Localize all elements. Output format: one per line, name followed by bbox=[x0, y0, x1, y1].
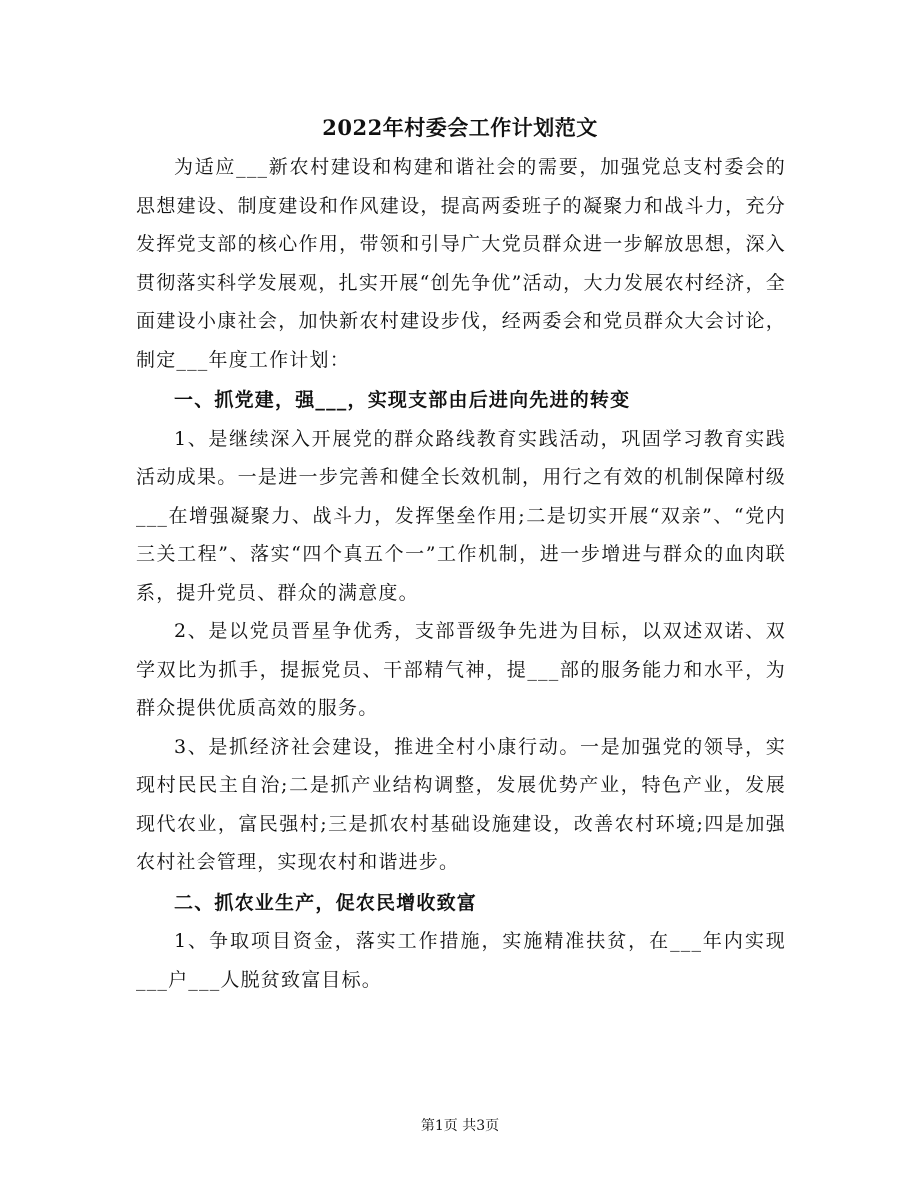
intro-paragraph: 为适应___新农村建设和构建和谐社会的需要，加强党总支村委会的思想建设、制度建设和作风建设，提高两委班子的凝聚力和战斗力，充分发挥党支部的核心作用，带领和引导广大党员群众进一步解放思想，深入贯彻落实科学发展观，扎实开展“创先争优”活动，大力发展农村经济，全面建设小康社会，加快新农村建设步伐，经两委会和党员群众大会讨论，制定___年度工作计划： bbox=[136, 156, 786, 371]
section-heading-1: 一、抓党建，强___，实现支部由后进向先进的转变 bbox=[174, 389, 631, 411]
section-heading-2: 二、抓农业生产，促农民增收致富 bbox=[174, 891, 478, 914]
body-paragraph: 1、是继续深入开展党的群众路线教育实践活动，巩固学习教育实践活动成果。一是进一步完善和健全长效机制，用行之有效的机制保障村级___在增强凝聚力、战斗力，发挥堡垒作用;二是切实开展“双亲”、“党内三关工程”、落实“四个真五个一”工作机制，进一步增进与群众的血肉联系，提升党员、群众的满意度。 bbox=[136, 427, 786, 604]
body-paragraph: 1、争取项目资金，落实工作措施，实施精准扶贫，在___年内实现___户___人脱贫致富目标。 bbox=[136, 930, 786, 991]
page-footer: 第1页 共3页 bbox=[420, 1118, 500, 1134]
body-paragraph: 3、是抓经济社会建设，推进全村小康行动。一是加强党的领导，实现村民民主自治;二是抓产业结构调整，发展优势产业，特色产业，发展现代农业，富民强村;三是抓农村基础设施建设，改善农村环境;四是加强农村社会管理，实现农村和谐进步。 bbox=[136, 735, 786, 873]
document-title: 2022年村委会工作计划范文 bbox=[322, 115, 598, 140]
document-body bbox=[136, 148, 786, 999]
body-paragraph: 2、是以党员晋星争优秀，支部晋级争先进为目标，以双述双诺、双学双比为抓手，提振党员、干部精气神，提___部的服务能力和水平，为群众提供优质高效的服务。 bbox=[136, 620, 786, 719]
